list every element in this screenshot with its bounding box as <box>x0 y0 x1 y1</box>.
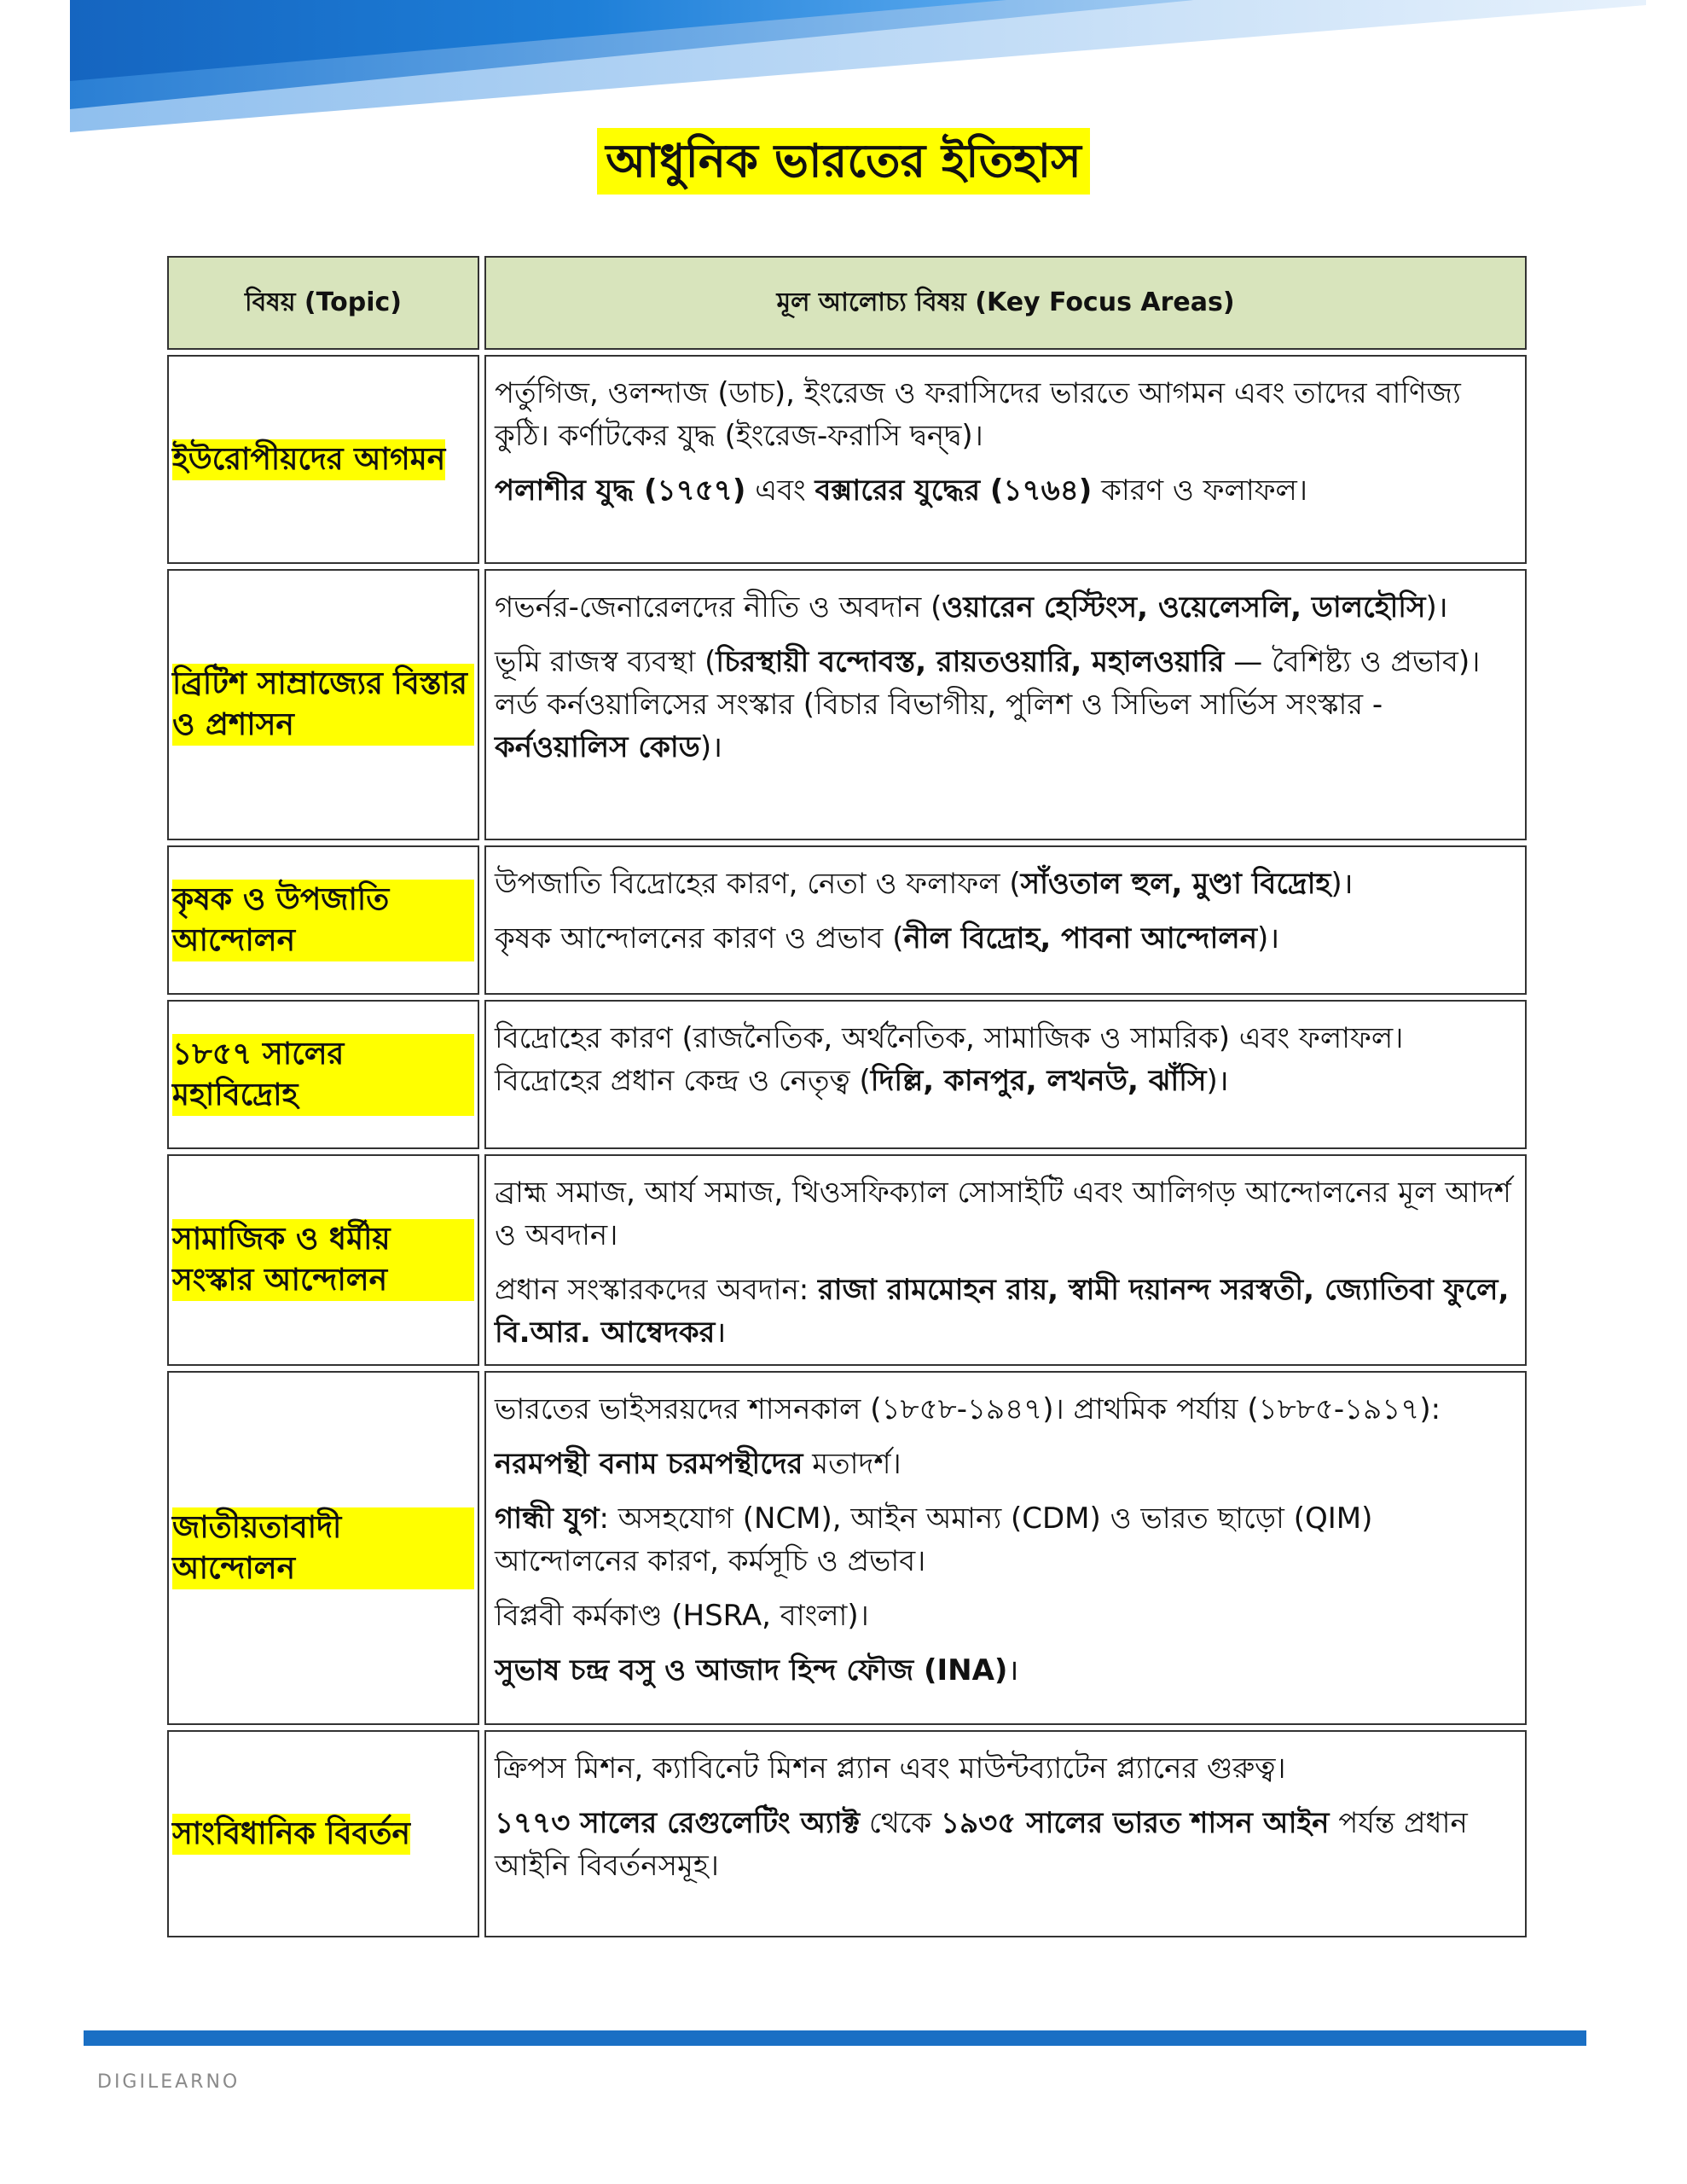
text: থেকে <box>860 1806 942 1840</box>
topics-table <box>167 256 1527 1943</box>
text: প্রধান সংস্কারকদের অবদান: <box>495 1273 819 1307</box>
topic-label: কৃষক ও উপজাতি আন্দোলন <box>172 880 474 961</box>
text: । <box>715 1316 727 1350</box>
focus-paragraph <box>495 1269 1516 1354</box>
table-row <box>167 1371 1527 1725</box>
focus-paragraph <box>495 1594 1516 1637</box>
text: কৃষক আন্দোলনের কারণ ও প্রভাব ( <box>495 921 904 956</box>
text: )। <box>1330 867 1354 901</box>
bold-text: রাজা রামমোহন রায়, স্বামী দয়ানন্দ সরস্বতী, জ্যোতিবা ফুলে, বি.আর. আম্বেদকর <box>495 1273 1510 1350</box>
bold-text: গান্ধী যুগ <box>495 1502 600 1536</box>
topic-label: ইউরোপীয়দের আগমন <box>172 439 445 480</box>
text: গভর্নর-জেনারেলদের নীতি ও অবদান ( <box>495 590 942 624</box>
bold-text: দিল্লি, কানপুর, লখনউ, ঝাঁসি <box>870 1064 1207 1098</box>
bold-text: ১৯৩৫ সালের ভারত শাসন আইন <box>941 1806 1330 1840</box>
text: ভারতের ভাইসরয়দের শাসনকাল (১৮৫৮-১৯৪৭)। প্রাথমিক পর্যায় (১৮৮৫-১৯১৭): <box>495 1392 1441 1426</box>
topic-label: ১৮৫৭ সালের মহাবিদ্রোহ <box>172 1034 474 1116</box>
header-banner <box>0 0 1687 145</box>
text: )। <box>1206 1064 1229 1098</box>
focus-paragraph <box>495 1802 1516 1887</box>
focus-paragraph <box>495 641 1516 769</box>
focus-paragraph <box>495 586 1516 629</box>
text: বিদ্রোহের কারণ (রাজনৈতিক, অর্থনৈতিক, সামাজিক ও সামরিক) এবং ফলাফল। বিদ্রোহের প্রধান কেন্দ্র ও নেতৃত্ব ( <box>495 1021 1404 1098</box>
footer-brand: DIGILEARNO <box>97 2071 241 2093</box>
row-topic <box>167 1000 479 1149</box>
text: : অসহযোগ (NCM), আইন অমান্য (CDM) ও ভারত ছাড়ো (QIM) আন্দোলনের কারণ, কর্মসূচি ও প্রভাব। <box>495 1502 1373 1578</box>
focus-paragraph <box>495 1747 1516 1790</box>
focus-paragraph <box>495 917 1516 960</box>
focus-paragraph <box>495 469 1516 512</box>
header-focus: মূল আলোচ্য বিষয় (Key Focus Areas) <box>484 256 1527 350</box>
bold-text: পলাশীর যুদ্ধ (১৭৫৭) <box>495 473 746 508</box>
text: পর্তুগিজ, ওলন্দাজ (ডাচ), ইংরেজ ও ফরাসিদের ভারতে আগমন এবং তাদের বাণিজ্য কুঠি। কর্ণাটকের যুদ্ধ (ইংরেজ-ফরাসি দ্বন্দ্ব)। <box>495 376 1461 453</box>
focus-paragraph <box>495 1388 1516 1431</box>
text: — বৈশিষ্ট্য ও প্রভাব)। লর্ড কর্নওয়ালিসের সংস্কার (বিচার বিভাগীয়, পুলিশ ও সিভিল সার্ভিস সংস্কার - <box>495 645 1481 722</box>
row-focus <box>484 569 1527 840</box>
bold-text: ১৭৭৩ সালের রেগুলেটিং অ্যাক্ট <box>495 1806 861 1840</box>
bold-text: চিরস্থায়ী বন্দোবস্ত, রায়তওয়ারি, মহালওয়ারি <box>716 645 1225 679</box>
text: পর্যন্ত প্রধান আইনি বিবর্তনসমূহ। <box>495 1806 1468 1883</box>
bold-text: বক্সারের যুদ্ধের (১৭৬৪) <box>815 473 1093 508</box>
text: এবং <box>745 473 815 508</box>
table-row <box>167 355 1527 564</box>
text: ব্রাহ্ম সমাজ, আর্য সমাজ, থিওসফিক্যাল সোসাইটি এবং আলিগড় আন্দোলনের মূল আদর্শ ও অবদান। <box>495 1176 1511 1252</box>
focus-paragraph <box>495 1171 1516 1257</box>
row-topic <box>167 569 479 840</box>
text: উপজাতি বিদ্রোহের কারণ, নেতা ও ফলাফল ( <box>495 867 1021 901</box>
bold-text: সাঁওতাল হুল, মুণ্ডা বিদ্রোহ <box>1020 867 1331 901</box>
focus-paragraph <box>495 1649 1516 1692</box>
text: )। <box>1425 590 1448 624</box>
text: । <box>1007 1653 1019 1687</box>
topic-label: সাংবিধানিক বিবর্তন <box>172 1814 410 1855</box>
row-topic <box>167 355 479 564</box>
row-focus <box>484 1000 1527 1149</box>
bold-text: ওয়ারেন হেস্টিংস, ওয়েলেসলি, ডালহৌসি <box>942 590 1426 624</box>
header-topic: বিষয় (Topic) <box>167 256 479 350</box>
row-topic <box>167 1730 479 1937</box>
bold-text: কর্নওয়ালিস কোড <box>495 730 700 764</box>
focus-paragraph <box>495 372 1516 457</box>
bold-text: সুভাষ চন্দ্র বসু ও আজাদ হিন্দ ফৌজ (INA) <box>495 1653 1008 1687</box>
row-topic <box>167 1371 479 1725</box>
row-focus <box>484 1730 1527 1937</box>
bold-text: নরমপন্থী বনাম চরমপন্থীদের <box>495 1447 803 1481</box>
text: ভূমি রাজস্ব ব্যবস্থা ( <box>495 645 716 679</box>
table-row <box>167 1000 1527 1149</box>
topic-label: সামাজিক ও ধর্মীয় সংস্কার আন্দোলন <box>172 1219 474 1301</box>
table-row <box>167 569 1527 840</box>
row-focus <box>484 1371 1527 1725</box>
focus-paragraph <box>495 1443 1516 1485</box>
text: কারণ ও ফলাফল। <box>1092 473 1308 508</box>
table-row <box>167 845 1527 995</box>
row-topic <box>167 1154 479 1366</box>
text: মতাদর্শ। <box>803 1447 901 1481</box>
row-focus <box>484 845 1527 995</box>
text: )। <box>1257 921 1280 956</box>
table-row <box>167 1154 1527 1366</box>
topic-label: ব্রিটিশ সাম্রাজ্যের বিস্তার ও প্রশাসন <box>172 664 474 746</box>
focus-paragraph <box>495 863 1516 905</box>
row-focus <box>484 355 1527 564</box>
footer-bar <box>84 2030 1586 2046</box>
row-topic <box>167 845 479 995</box>
text: )। <box>699 730 722 764</box>
row-focus <box>484 1154 1527 1366</box>
table-header-row <box>167 256 1527 350</box>
focus-paragraph <box>495 1017 1516 1102</box>
page-title: আধুনিক ভারতের ইতিহাস <box>597 128 1090 195</box>
table-row <box>167 1730 1527 1937</box>
topic-label: জাতীয়তাবাদী আন্দোলন <box>172 1507 474 1589</box>
text: বিপ্লবী কর্মকাণ্ড (HSRA, বাংলা)। <box>495 1599 869 1633</box>
bold-text: নীল বিদ্রোহ, পাবনা আন্দোলন <box>903 921 1258 956</box>
focus-paragraph <box>495 1497 1516 1583</box>
text: ক্রিপস মিশন, ক্যাবিনেট মিশন প্ল্যান এবং মাউন্টব্যাটেন প্ল্যানের গুরুত্ব। <box>495 1751 1286 1786</box>
